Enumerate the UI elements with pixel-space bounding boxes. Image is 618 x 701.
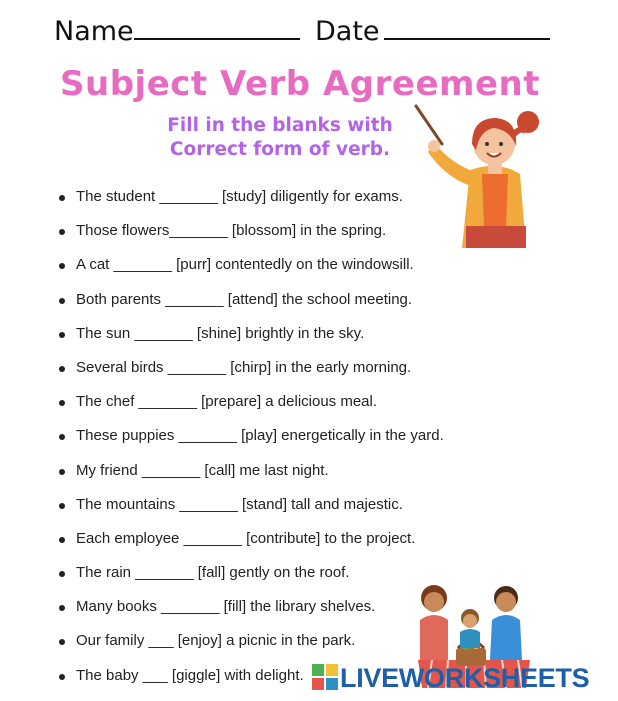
list-item: The mountains _______ [stand] tall and majestic. [58, 494, 478, 528]
name-label: Name [54, 16, 134, 47]
list-item: Both parents _______ [attend] the school meeting. [58, 289, 478, 323]
list-item: My friend _______ [call] me last night. [58, 460, 478, 494]
list-item: The rain _______ [fall] gently on the roof. [58, 562, 478, 596]
date-line[interactable] [384, 38, 550, 40]
list-item: Each employee _______ [contribute] to the project. [58, 528, 478, 562]
instructions-line-1: Fill in the blanks with [167, 115, 393, 136]
list-item: These puppies _______ [play] energetically in the yard. [58, 425, 478, 459]
list-item: The baby ___ [giggle] with delight. [58, 665, 478, 699]
name-line[interactable] [134, 38, 300, 40]
list-item: Many books _______ [fill] the library shelves. [58, 596, 478, 630]
list-item: A cat _______ [purr] contentedly on the windowsill. [58, 254, 478, 288]
list-item: Several birds _______ [chirp] in the early morning. [58, 357, 478, 391]
date-label: Date [315, 16, 380, 47]
liveworksheets-wordmark: LIVEWORKSHEETS [340, 663, 590, 693]
worksheet-title: Subject Verb Agreement [60, 64, 540, 104]
list-item: Our family ___ [enjoy] a picnic in the park. [58, 630, 478, 664]
instructions-line-2: Correct form of verb. [169, 139, 391, 160]
name-date-header [54, 14, 554, 50]
list-item: The student _______ [study] diligently for exams. [58, 186, 478, 220]
list-item: The chef _______ [prepare] a delicious meal. [58, 391, 478, 425]
instructions [140, 114, 420, 162]
list-item: The sun _______ [shine] brightly in the sky. [58, 323, 478, 357]
liveworksheets-logo-icon [312, 664, 338, 690]
list-item: Those flowers_______ [blossom] in the spring. [58, 220, 478, 254]
